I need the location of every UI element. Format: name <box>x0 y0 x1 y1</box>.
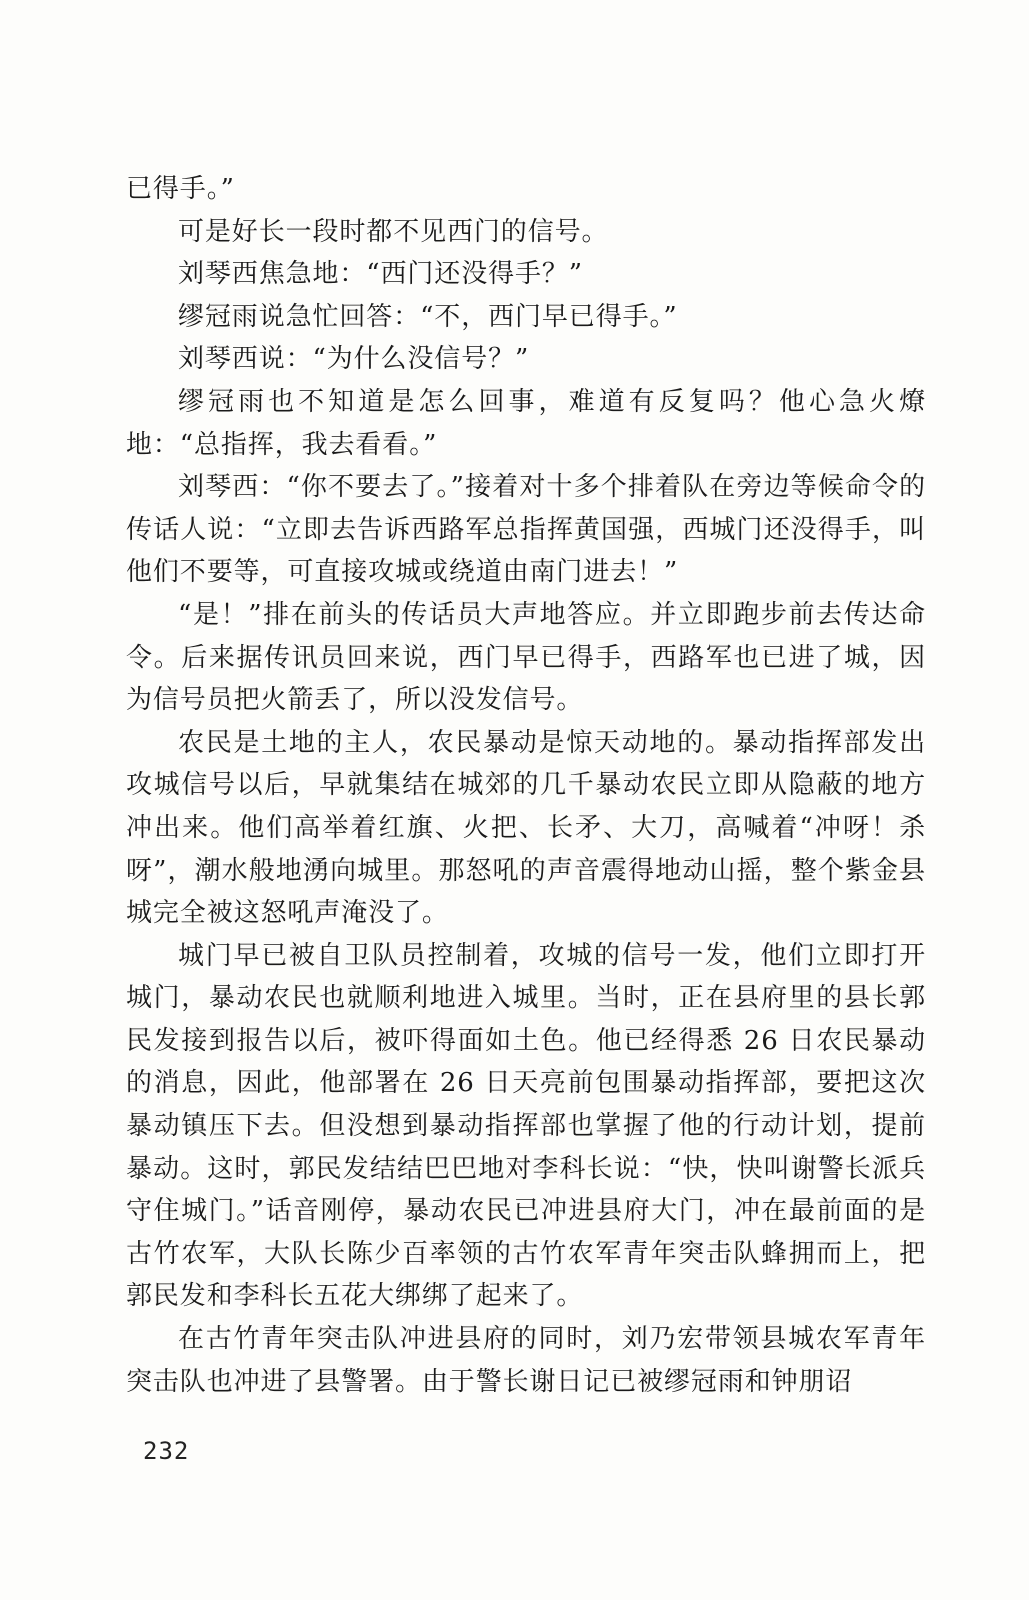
paragraph: 农民是土地的主人，农民暴动是惊天动地的。暴动指挥部发出攻城信号以后，早就集结在城郊的几千暴动农民立即从隐蔽的地方冲出来。他们高举着红旗、火把、长矛、大刀，高喊着“冲呀！杀呀”，潮水般地湧向城里。那怒吼的声音震得地动山摇，整个紫金县城完全被这怒吼声淹没了。 <box>126 727 926 929</box>
paragraph: 刘琴西：“你不要去了。”接着对十多个排着队在旁边等候命令的传话人说：“立即去告诉西路军总指挥黄国强，西城门还没得手，叫他们不要等，可直接攻城或绕道由南门进去！” <box>126 472 926 588</box>
page-number: 232 <box>143 1437 190 1465</box>
paragraph: 缪冠雨也不知道是怎么回事，难道有反复吗？他心急火燎地：“总指挥，我去看看。” <box>126 386 926 460</box>
paragraph: 在古竹青年突击队冲进县府的同时，刘乃宏带领县城农军青年突击队也冲进了县警署。由于警长谢日记已被缪冠雨和钟朋诏 <box>126 1324 926 1397</box>
body-text <box>126 168 926 1403</box>
paragraph: 刘琴西焦急地：“西门还没得手？” <box>178 259 583 290</box>
paragraph: 缪冠雨说急忙回答：“不，西门早已得手。” <box>178 301 678 332</box>
paragraph: “是！”排在前头的传话员大声地答应。并立即跑步前去传达命令。后来据传讯员回来说，西门早已得手，西路军也已进了城，因为信号员把火箭丢了，所以没发信号。 <box>126 599 926 716</box>
paragraph: 已得手。” <box>126 174 235 204</box>
paragraph: 可是好长一段时都不见西门的信号。 <box>178 216 609 247</box>
paragraph: 城门早已被自卫队员控制着，攻城的信号一发，他们立即打开城门，暴动农民也就顺利地进入城里。当时，正在县府里的县长郭民发接到报告以后，被吓得面如土色。他已经得悉 26 日农民暴动的消息，因此，他部署在 26 日天亮前包围暴动指挥部，要把这次暴动镇压下去。但没想到暴动指挥部也掌握了他的行动计划，提前暴动。这时，郭民发结结巴巴地对李科长说：“快，快叫谢警长派兵守住城门。”话音刚停，暴动农民已冲进县府大门，冲在最前面的是古竹农军，大队长陈少百率领的古竹农军青年突击队蜂拥而上，把郭民发和李科长五花大绑绑了起来了。 <box>126 940 926 1312</box>
paragraph: 刘琴西说：“为什么没信号？” <box>178 344 530 375</box>
